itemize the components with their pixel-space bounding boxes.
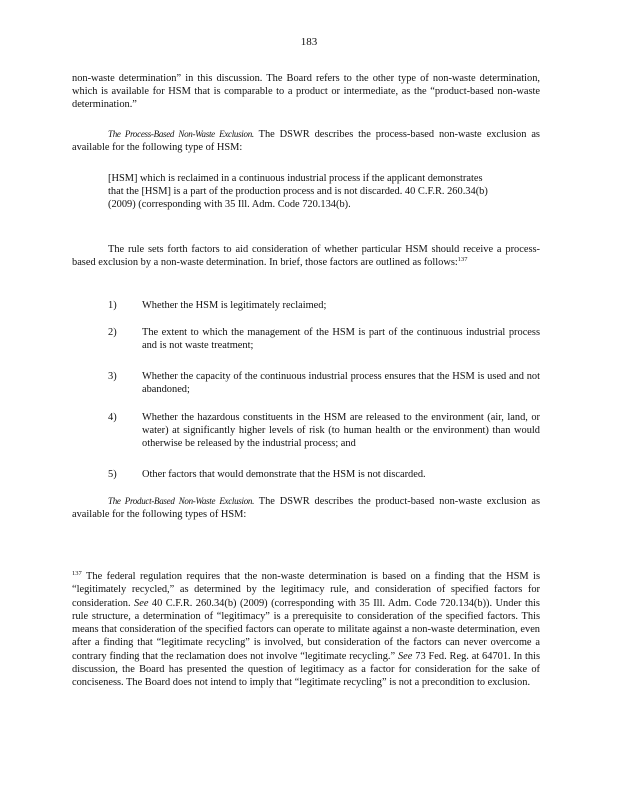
- factor-text: Other factors that would demonstrate that the HSM is not discarded.: [142, 469, 426, 480]
- process-based-paragraph: [72, 128, 540, 154]
- factor-number: 4): [108, 412, 117, 423]
- footnote: [72, 570, 540, 690]
- factor-number: 3): [108, 371, 117, 382]
- footnote-see-1: See: [134, 597, 149, 609]
- factors-intro-paragraph: [72, 243, 540, 269]
- factor-number: 1): [108, 300, 117, 311]
- process-based-intro: The DSWR describes the process-based non-waste exclusion as available for the following type of HSM:: [72, 129, 540, 153]
- page-number: 183: [300, 36, 318, 48]
- factors-intro-text: The rule sets forth factors to aid consideration of whether particular HSM should receive a process-based exclusion by a non-waste determination. In brief, those factors are outlined as follows:: [72, 244, 540, 268]
- factor-text: Whether the HSM is legitimately reclaimed;: [142, 300, 327, 311]
- footnote-text-2: 40 C.F.R. 260.34(b) (2009) (corresponding with 35 Ill. Adm. Code 720.134(b)). Under this rule structure, a determination of “legitimacy” is a prerequisite to consideration of the specified factors. This means that consideration of the specified factors can operate to militate against a non-waste determination, even after a finding that “legitimate recycling” is involved, but consideration of the factors can never overcome a contrary finding that the reclamation does not involve “legitimate recycling.”: [72, 597, 540, 662]
- factor-text: Whether the capacity of the continuous industrial process ensures that the HSM is used and not abandoned;: [142, 371, 540, 395]
- footnote-text-3: 73 Fed. Reg. at 64701. In this discussion, the Board has presented the question of legitimacy as a factor for consideration for the sake of conciseness. The Board does not intend to imply that “legitimate recycling” is not a precondition to exclusion.: [72, 650, 540, 689]
- footnote-see-2: See: [397, 650, 413, 662]
- footnote-number: 137: [72, 570, 82, 577]
- footnote-text-1: The federal regulation requires that the non-waste determination is based on a finding that the HSM is “legitimately recycled,” as determined by the legitimacy rule, and consideration of specified factors for consideration.: [72, 571, 540, 609]
- process-based-heading: The Process-Based Non-Waste Exclusion.: [108, 129, 254, 139]
- product-based-intro: The DSWR describes the product-based non-waste exclusion as available for the following types of HSM:: [72, 496, 540, 520]
- factor-text: The extent to which the management of the HSM is part of the continuous industrial process and is not waste treatment;: [142, 327, 540, 351]
- block-quote: [HSM] which is reclaimed in a continuous industrial process if the applicant demonstrates that the [HSM] is a part of the production process and is not discarded. 40 C.F.R. 260.34(b) (2009) (corresponding with 35 Ill. Adm. Code 720.134(b).: [108, 173, 488, 210]
- footnote-reference: 137: [457, 256, 468, 263]
- factor-number: 2): [108, 327, 117, 338]
- factor-text: Whether the hazardous constituents in the HSM are released to the environment (air, land, or water) at significantly higher levels of risk (to human health or the environment) than would otherwise be released by the industrial process; and: [142, 412, 540, 449]
- continuation-paragraph: non-waste determination” in this discussion. The Board refers to the other type of non-waste determination, which is available for HSM that is comparable to a product or intermediate, as the “product-based non-waste determination.”: [72, 73, 540, 110]
- product-based-heading: The Product-Based Non-Waste Exclusion.: [108, 496, 255, 506]
- product-based-paragraph: [72, 495, 540, 521]
- factor-number: 5): [108, 469, 117, 480]
